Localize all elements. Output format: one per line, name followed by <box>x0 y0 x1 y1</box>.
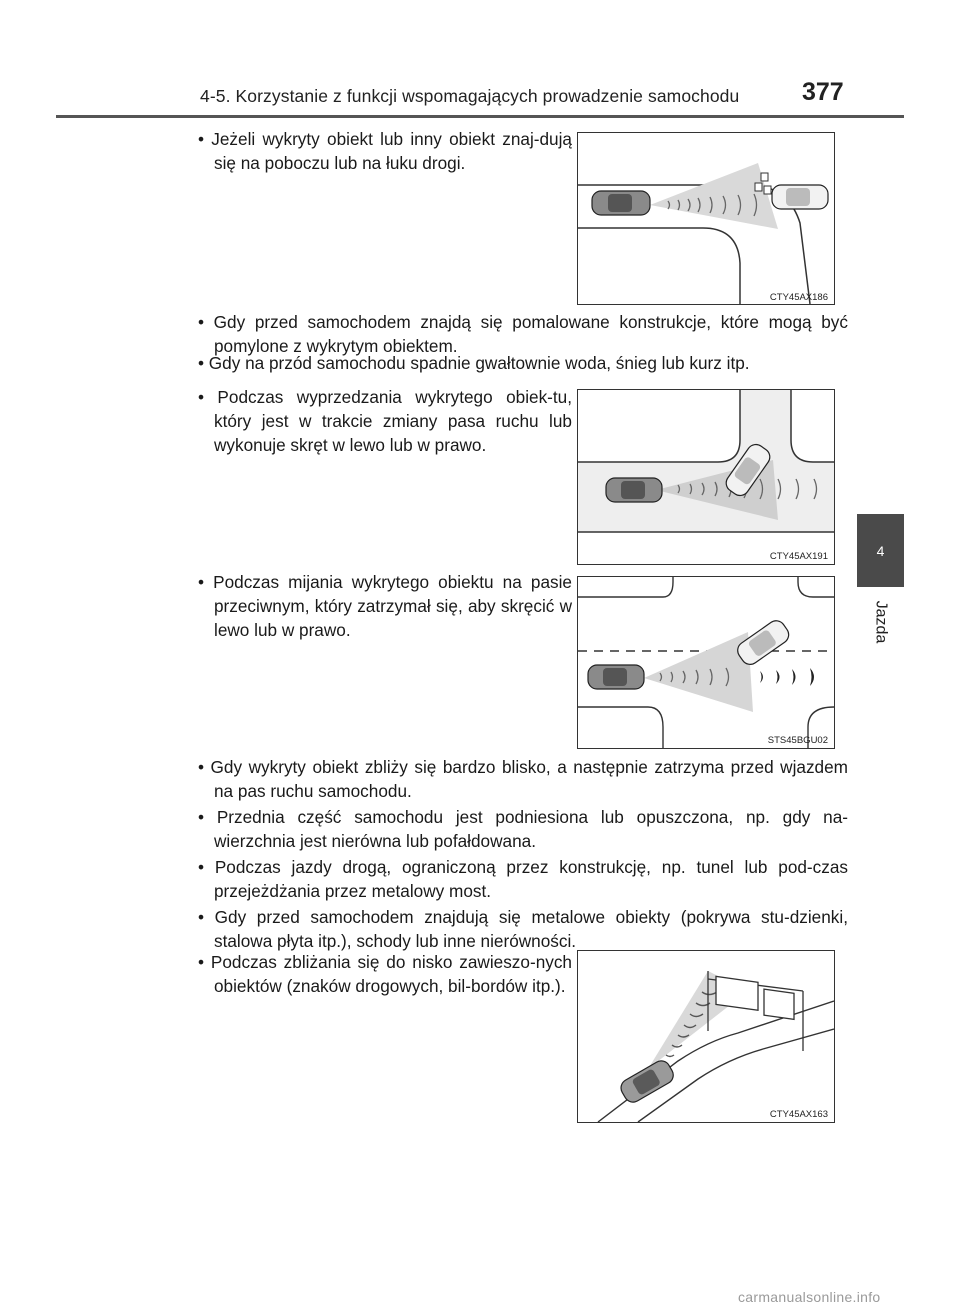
bullet-close-approach: • Gdy wykryty obiekt zbliży się bardzo blisko, a następnie zatrzyma przed wjazdem na pas ruchu samochodu. <box>198 757 848 801</box>
figure-overtaking <box>577 389 835 565</box>
running-header: 4-5. Korzystanie z funkcji wspomagających prowadzenie samochodu <box>200 86 740 106</box>
chapter-number: 4 <box>876 542 885 559</box>
chapter-tab[interactable] <box>857 514 904 587</box>
oncoming-vehicle-icon <box>734 617 792 668</box>
bullet-tunnel-bridge: • Podczas jazdy drogą, ograniczoną przez konstrukcję, np. tunel lub pod-czas przejeżdżania przez metalowy most. <box>198 857 848 901</box>
bullet-low-hanging: • Podczas zbliżania się do nisko zawieszo-nych obiektów (znaków drogowych, bil-bordów itp.). <box>198 952 572 996</box>
bullet-oncoming-stopped: • Podczas mijania wykrytego obiektu na pasie przeciwnym, który zatrzymał się, aby skręcić w lewo lub w prawo. <box>198 572 572 640</box>
figure-oncoming-illustration <box>578 577 834 748</box>
figure-code: STS45BGU02 <box>767 735 828 746</box>
own-car-icon <box>606 478 662 502</box>
figure-code: CTY45AX163 <box>769 1109 828 1120</box>
overhead-sign-icon <box>716 976 794 1019</box>
bullet-front-raised: • Przednia część samochodu jest podniesiona lub opuszczona, np. gdy na-wierzchnia jest nierówna lub pofałdowana. <box>198 807 848 851</box>
figure-overtaking-illustration <box>578 390 834 564</box>
watermark[interactable]: carmanualsonline.info <box>738 1289 881 1305</box>
figure-low-hanging <box>577 950 835 1123</box>
chapter-label <box>857 592 904 652</box>
chapter-label-text: Jazda <box>872 600 890 644</box>
figure-low-hanging-illustration <box>578 951 834 1122</box>
own-car-icon <box>618 1058 677 1106</box>
figure-curve-road-illustration <box>578 133 834 304</box>
figure-code: CTY45AX191 <box>769 551 828 562</box>
own-car-icon <box>592 191 650 215</box>
bullet-water-snow-dust: • Gdy na przód samochodu spadnie gwałtownie woda, śnieg lub kurz itp. <box>198 353 750 373</box>
figure-curve-road <box>577 132 835 305</box>
bullet-roadside-curve: • Jeżeli wykryty obiekt lub inny obiekt znaj-dują się na poboczu lub na łuku drogi. <box>198 129 572 173</box>
bullet-painted-structures: • Gdy przed samochodem znajdą się pomalowane konstrukcje, które mogą być pomylone z wykrytym obiektem. <box>198 312 848 356</box>
bullet-metal-objects: • Gdy przed samochodem znajdują się metalowe obiekty (pokrywa stu-dzienki, stalowa płyta itp.), schody lub inne nierówności. <box>198 907 848 951</box>
bullet-overtaking: • Podczas wyprzedzania wykrytego obiek-tu, który jest w trakcie zmiany pasa ruchu lub wykonuje skręt w lewo lub w prawo. <box>198 387 572 455</box>
page-number: 377 <box>802 78 844 106</box>
own-car-icon <box>588 665 644 689</box>
header-rule <box>56 115 904 118</box>
figure-code: CTY45AX186 <box>769 292 828 303</box>
figure-oncoming <box>577 576 835 749</box>
detected-vehicle-icon <box>772 185 828 209</box>
